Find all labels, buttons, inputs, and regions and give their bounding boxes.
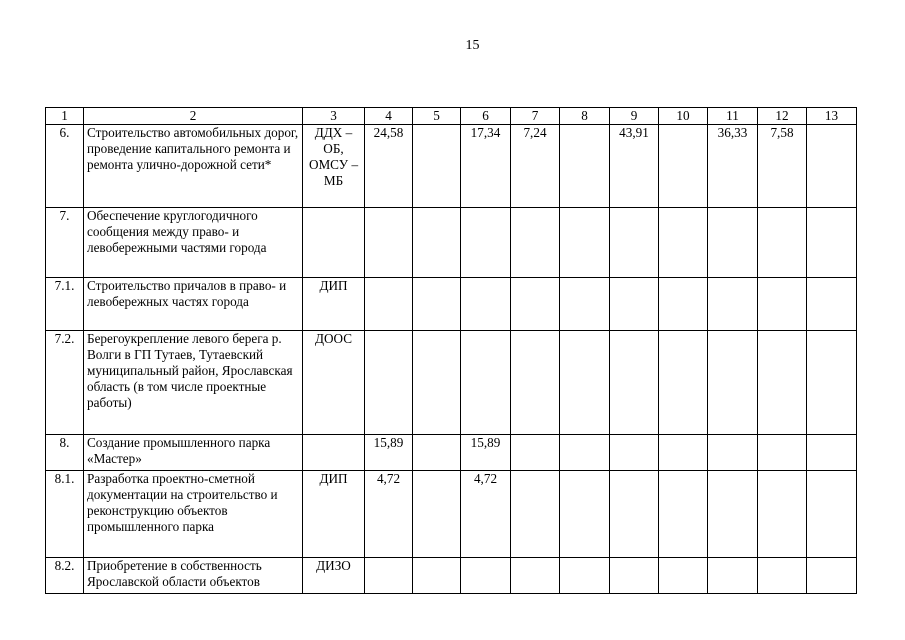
value-cell-col-9 (610, 471, 659, 558)
measure-name-cell: Строительство автомобильных дорог, проведение капитального ремонта и ремонта улично-дорожной сети* (84, 125, 303, 208)
value-cell-col-12 (758, 331, 807, 435)
value-cell-col-6: 4,72 (461, 471, 511, 558)
value-cell-col-5 (413, 558, 461, 594)
row-number-cell: 6. (46, 125, 84, 208)
table-row (46, 471, 857, 558)
value-cell-col-13 (807, 278, 857, 331)
value-cell-col-7 (511, 331, 560, 435)
value-cell-col-10 (659, 278, 708, 331)
responsible-cell: ДИП (303, 471, 365, 558)
value-cell-col-5 (413, 435, 461, 471)
row-number-cell: 7.1. (46, 278, 84, 331)
value-cell-col-11 (708, 471, 758, 558)
value-cell-col-13 (807, 558, 857, 594)
responsible-cell (303, 208, 365, 278)
value-cell-col-8 (560, 435, 610, 471)
value-cell-col-12 (758, 278, 807, 331)
value-cell-col-4 (365, 331, 413, 435)
value-cell-col-7 (511, 208, 560, 278)
value-cell-col-9 (610, 558, 659, 594)
responsible-cell (303, 435, 365, 471)
value-cell-col-5 (413, 331, 461, 435)
value-cell-col-11 (708, 331, 758, 435)
column-header-5: 5 (413, 108, 461, 125)
value-cell-col-8 (560, 471, 610, 558)
program-table (45, 107, 857, 594)
value-cell-col-9: 43,91 (610, 125, 659, 208)
measure-name-cell: Создание промышленного парка «Мастер» (84, 435, 303, 471)
row-number-cell: 7. (46, 208, 84, 278)
value-cell-col-10 (659, 471, 708, 558)
value-cell-col-11 (708, 558, 758, 594)
value-cell-col-5 (413, 208, 461, 278)
responsible-cell: ДИП (303, 278, 365, 331)
value-cell-col-13 (807, 208, 857, 278)
table-body (46, 108, 857, 594)
value-cell-col-6: 15,89 (461, 435, 511, 471)
responsible-cell: ДИЗО (303, 558, 365, 594)
value-cell-col-13 (807, 331, 857, 435)
table-row (46, 435, 857, 471)
column-header-7: 7 (511, 108, 560, 125)
row-number-cell: 8.2. (46, 558, 84, 594)
value-cell-col-7: 7,24 (511, 125, 560, 208)
value-cell-col-4: 4,72 (365, 471, 413, 558)
column-header-9: 9 (610, 108, 659, 125)
table-row (46, 125, 857, 208)
value-cell-col-4: 15,89 (365, 435, 413, 471)
value-cell-col-10 (659, 208, 708, 278)
value-cell-col-10 (659, 125, 708, 208)
row-number-cell: 7.2. (46, 331, 84, 435)
value-cell-col-11 (708, 435, 758, 471)
value-cell-col-8 (560, 125, 610, 208)
row-number-cell: 8. (46, 435, 84, 471)
column-header-8: 8 (560, 108, 610, 125)
value-cell-col-11: 36,33 (708, 125, 758, 208)
value-cell-col-11 (708, 278, 758, 331)
row-number-cell: 8.1. (46, 471, 84, 558)
value-cell-col-9 (610, 331, 659, 435)
value-cell-col-7 (511, 558, 560, 594)
value-cell-col-5 (413, 471, 461, 558)
value-cell-col-9 (610, 208, 659, 278)
column-header-11: 11 (708, 108, 758, 125)
column-header-10: 10 (659, 108, 708, 125)
value-cell-col-4: 24,58 (365, 125, 413, 208)
value-cell-col-8 (560, 331, 610, 435)
column-header-1: 1 (46, 108, 84, 125)
column-header-6: 6 (461, 108, 511, 125)
measure-name-cell: Разработка проектно-сметной документации на строительство и реконструкцию объектов промышленного парка (84, 471, 303, 558)
value-cell-col-6 (461, 558, 511, 594)
value-cell-col-13 (807, 471, 857, 558)
value-cell-col-11 (708, 208, 758, 278)
column-header-12: 12 (758, 108, 807, 125)
table-header-row (46, 108, 857, 125)
value-cell-col-13 (807, 125, 857, 208)
value-cell-col-5 (413, 278, 461, 331)
measure-name-cell: Строительство причалов в право- и левобережных частях города (84, 278, 303, 331)
table-row (46, 558, 857, 594)
page-number: 15 (465, 38, 480, 53)
measure-name-cell: Обеспечение круглогодичного сообщения между право- и левобережными частями города (84, 208, 303, 278)
value-cell-col-12 (758, 558, 807, 594)
value-cell-col-5 (413, 125, 461, 208)
value-cell-col-8 (560, 558, 610, 594)
value-cell-col-6 (461, 278, 511, 331)
value-cell-col-10 (659, 331, 708, 435)
responsible-cell: ДООС (303, 331, 365, 435)
value-cell-col-6 (461, 331, 511, 435)
value-cell-col-8 (560, 208, 610, 278)
value-cell-col-6: 17,34 (461, 125, 511, 208)
measure-name-cell: Приобретение в собственность Ярославской области объектов (84, 558, 303, 594)
table-row (46, 278, 857, 331)
value-cell-col-9 (610, 278, 659, 331)
value-cell-col-7 (511, 471, 560, 558)
value-cell-col-10 (659, 435, 708, 471)
value-cell-col-13 (807, 435, 857, 471)
value-cell-col-4 (365, 558, 413, 594)
table-row (46, 331, 857, 435)
value-cell-col-12 (758, 435, 807, 471)
column-header-13: 13 (807, 108, 857, 125)
value-cell-col-9 (610, 435, 659, 471)
value-cell-col-12 (758, 208, 807, 278)
measure-name-cell: Берегоукрепление левого берега р. Волги в ГП Тутаев, Тутаевский муниципальный район, Ярославская область (в том числе проектные работы) (84, 331, 303, 435)
value-cell-col-7 (511, 278, 560, 331)
value-cell-col-4 (365, 278, 413, 331)
responsible-cell: ДДХ – ОБ, ОМСУ – МБ (303, 125, 365, 208)
value-cell-col-6 (461, 208, 511, 278)
value-cell-col-4 (365, 208, 413, 278)
table-row (46, 208, 857, 278)
value-cell-col-12 (758, 471, 807, 558)
column-header-4: 4 (365, 108, 413, 125)
column-header-3: 3 (303, 108, 365, 125)
value-cell-col-7 (511, 435, 560, 471)
column-header-2: 2 (84, 108, 303, 125)
value-cell-col-10 (659, 558, 708, 594)
value-cell-col-12: 7,58 (758, 125, 807, 208)
value-cell-col-8 (560, 278, 610, 331)
